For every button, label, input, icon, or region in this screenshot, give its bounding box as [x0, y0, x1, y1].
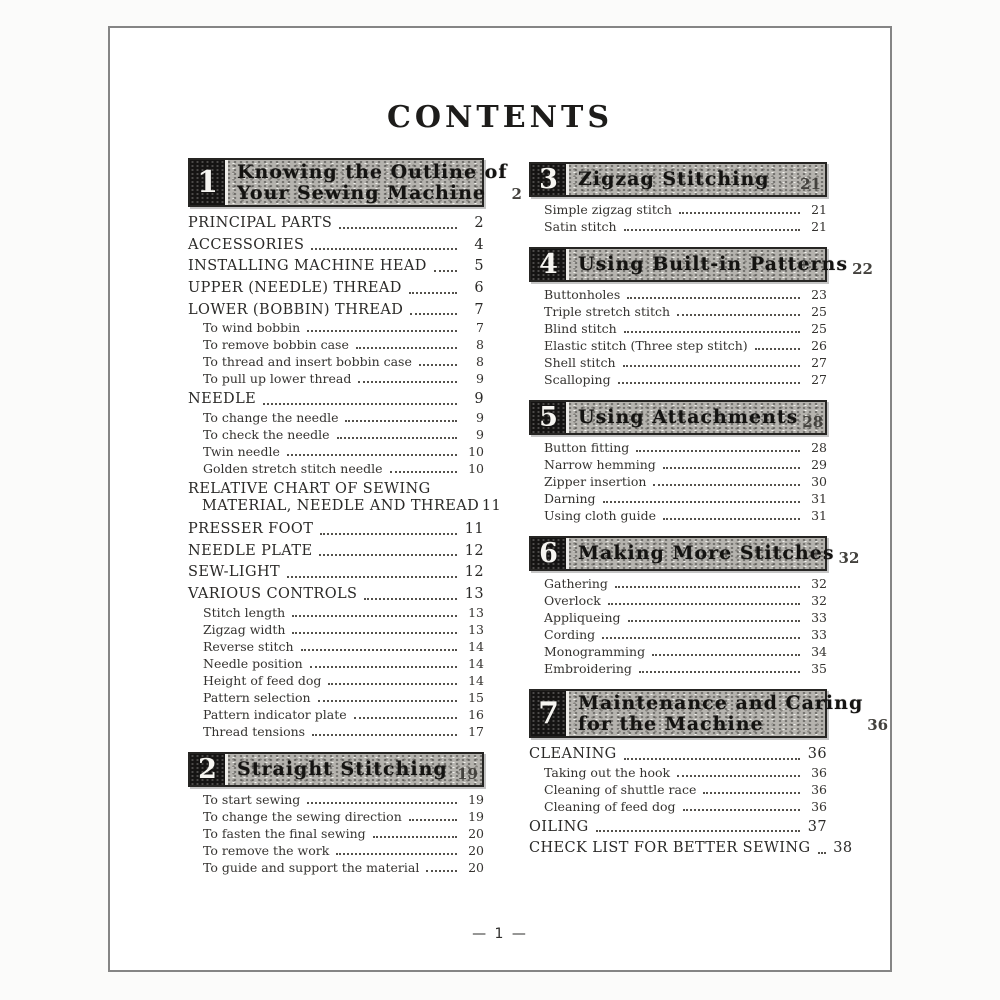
- section-title: [569, 164, 798, 195]
- section-banner: [529, 162, 827, 197]
- entry-page: 8: [476, 337, 484, 353]
- entry-page: 29: [811, 457, 827, 472]
- entry-label: Buttonholes: [544, 287, 621, 302]
- section-title-line: Using Attachments: [578, 406, 799, 429]
- entry-page: 9: [476, 410, 484, 426]
- entry-label: INSTALLING MACHINE HEAD: [188, 258, 427, 275]
- entry-label: SEW-LIGHT: [188, 564, 281, 581]
- toc-entry: [529, 458, 827, 472]
- toc-entry: [188, 338, 484, 352]
- entry-label: Monogramming: [544, 644, 646, 659]
- toc-entry: [188, 321, 484, 335]
- toc-entry: [529, 373, 827, 387]
- dot-leader: [627, 297, 800, 299]
- entry-label: MATERIAL, NEEDLE AND THREAD: [202, 498, 480, 515]
- dot-leader: [602, 637, 800, 639]
- dot-leader: [623, 365, 801, 367]
- entry-page: 4: [474, 236, 484, 253]
- dot-leader: [653, 484, 800, 486]
- entry-label: VARIOUS CONTROLS: [188, 585, 358, 602]
- toc-entry: [529, 628, 827, 642]
- entry-label: Embroidering: [544, 661, 632, 676]
- toc-column-right: [529, 162, 889, 857]
- entry-page: 36: [811, 781, 827, 797]
- section-banner: [188, 752, 484, 787]
- toc-entry: [188, 411, 484, 425]
- dot-leader: [663, 467, 800, 469]
- entry-label: NEEDLE PLATE: [188, 542, 313, 559]
- toc-entry: [188, 844, 484, 858]
- entry-label: NEEDLE: [188, 391, 257, 408]
- dot-leader: [755, 348, 800, 350]
- section-title: [569, 538, 837, 569]
- entry-label: To check the needle: [203, 427, 330, 443]
- entry-label: Golden stretch stitch needle: [203, 461, 383, 477]
- dot-leader: [364, 598, 457, 600]
- toc-entry: [529, 441, 827, 455]
- entry-page: 31: [811, 491, 827, 506]
- entry-page: 36: [811, 798, 827, 814]
- toc-entries: [529, 738, 853, 857]
- entry-label: To remove bobbin case: [203, 337, 349, 353]
- entry-page: 13: [464, 585, 484, 602]
- section-number-box: [531, 538, 569, 569]
- section-banner: [529, 400, 827, 435]
- toc-entry: [188, 372, 484, 386]
- toc-entry: [188, 564, 484, 581]
- toc-entry: [529, 611, 827, 625]
- section-title-line: Knowing the Outline of: [237, 161, 508, 183]
- section-number: 5: [539, 402, 558, 433]
- dot-leader: [336, 853, 457, 855]
- entry-label: To fasten the final sewing: [203, 825, 366, 841]
- entry-page: 34: [811, 644, 827, 659]
- entry-page: 14: [468, 672, 484, 688]
- toc-entry: [188, 215, 484, 232]
- dot-leader: [615, 586, 800, 588]
- section-number-box: [531, 691, 569, 736]
- entry-multiline: [188, 481, 502, 516]
- entry-page: 17: [468, 723, 484, 739]
- entry-page: 25: [811, 304, 827, 319]
- entry-page: 11: [464, 520, 484, 537]
- dot-leader: [703, 792, 800, 794]
- dot-leader: [311, 248, 457, 250]
- dot-leader: [434, 270, 457, 272]
- entry-page: 12: [464, 564, 484, 581]
- section-number-box: [531, 402, 569, 433]
- entry-page: 33: [811, 610, 827, 625]
- toc-entry: [188, 691, 484, 705]
- toc-entries: [529, 435, 827, 523]
- entry-page: 20: [468, 825, 484, 841]
- toc-entry: [188, 258, 484, 275]
- toc-entry: [529, 645, 827, 659]
- entry-label: PRESSER FOOT: [188, 520, 314, 537]
- toc-entry: [188, 280, 484, 297]
- entry-label: LOWER (BOBBIN) THREAD: [188, 301, 404, 318]
- dot-leader: [603, 501, 800, 503]
- dot-leader: [307, 802, 457, 804]
- entry-page: 9: [476, 427, 484, 443]
- entry-label: Blind stitch: [544, 321, 617, 336]
- toc-section-5: [529, 400, 827, 523]
- entry-page: 8: [476, 354, 484, 370]
- dot-leader: [354, 717, 457, 719]
- section-number: 3: [539, 164, 558, 195]
- toc-column-left: [188, 158, 522, 875]
- entry-label: Satin stitch: [544, 219, 617, 234]
- toc-entry: [188, 606, 484, 620]
- toc-entry: [529, 203, 827, 217]
- toc-entry: [529, 840, 853, 857]
- section-banner: [188, 158, 522, 207]
- section-title: [569, 402, 800, 433]
- entry-page: 27: [811, 372, 827, 387]
- entry-label: CLEANING: [529, 746, 617, 763]
- section-number: 2: [198, 753, 217, 785]
- toc-section-6: [529, 536, 860, 676]
- dot-leader: [608, 603, 800, 605]
- dot-leader: [328, 683, 457, 685]
- entry-page: 10: [468, 444, 484, 460]
- entry-label: To change the needle: [203, 410, 339, 426]
- section-number-box: [190, 754, 228, 785]
- entry-page: 11: [481, 498, 502, 515]
- entry-label: Cording: [544, 627, 596, 642]
- entry-label: Gathering: [544, 576, 608, 591]
- dot-leader: [663, 518, 800, 520]
- entry-page: 16: [468, 706, 484, 722]
- toc-entry: [529, 783, 827, 797]
- toc-entry: [529, 594, 827, 608]
- dot-leader: [683, 809, 800, 811]
- page-title: CONTENTS: [386, 100, 614, 136]
- entry-label: Cleaning of shuttle race: [544, 781, 697, 797]
- section-number: 6: [539, 538, 558, 569]
- entry-label: UPPER (NEEDLE) THREAD: [188, 280, 402, 297]
- entry-label: Zipper insertion: [544, 474, 647, 489]
- section-title: [228, 754, 455, 785]
- dot-leader: [373, 836, 457, 838]
- dot-leader: [624, 331, 800, 333]
- entry-second-line: [188, 498, 502, 515]
- toc-entry: [188, 725, 484, 739]
- section-title-line: Maintenance and Caring: [578, 692, 864, 714]
- dot-leader: [624, 229, 800, 231]
- entry-label: Narrow hemming: [544, 457, 656, 472]
- dot-leader: [679, 212, 800, 214]
- section-title-line: Your Sewing Machine: [237, 181, 486, 204]
- toc-section-4: [529, 247, 873, 387]
- dot-leader: [287, 576, 457, 578]
- entry-page: 9: [474, 391, 484, 408]
- entry-page: 33: [811, 627, 827, 642]
- dot-leader: [319, 554, 457, 556]
- entry-page: 14: [468, 655, 484, 671]
- entry-label: Using cloth guide: [544, 508, 656, 523]
- toc-entry: [529, 746, 827, 763]
- entry-page: 13: [468, 604, 484, 620]
- dot-leader: [596, 830, 800, 832]
- section-title-line: for the Machine: [578, 712, 764, 735]
- entry-label: Shell stitch: [544, 355, 616, 370]
- toc-entry: [188, 543, 484, 560]
- section-page-number: 36: [867, 716, 889, 735]
- toc-entry: [529, 220, 827, 234]
- section-title-line: Using Built-in Patterns: [578, 253, 849, 276]
- entry-page: 31: [811, 508, 827, 523]
- entry-label: OILING: [529, 818, 589, 835]
- dot-leader: [409, 292, 457, 294]
- entry-label: Thread tensions: [203, 723, 306, 739]
- toc-section-7: [529, 689, 889, 857]
- entry-label: To start sewing: [203, 791, 301, 807]
- entry-page: 20: [468, 842, 484, 858]
- section-banner: [529, 536, 860, 571]
- toc-entry: [529, 662, 827, 676]
- dot-leader: [628, 620, 800, 622]
- entry-page: 32: [811, 593, 827, 608]
- section-page-number: 22: [852, 260, 873, 278]
- dot-leader: [263, 403, 457, 405]
- section-number: 4: [539, 249, 558, 280]
- toc-entry: [529, 339, 827, 353]
- entry-page: 15: [468, 689, 484, 705]
- entry-label: Triple stretch stitch: [544, 304, 671, 319]
- toc-entry: [188, 674, 484, 688]
- dot-leader: [356, 347, 457, 349]
- toc-entries: [188, 787, 484, 875]
- section-page-number: 32: [838, 549, 860, 567]
- toc-entry: [529, 766, 827, 780]
- dot-leader: [318, 700, 457, 702]
- entry-label: Cleaning of feed dog: [544, 798, 676, 814]
- section-title-line: Zigzag Stitching: [578, 168, 770, 191]
- entry-page: 12: [464, 542, 484, 559]
- toc-entry: [529, 288, 827, 302]
- toc-entry: [529, 322, 827, 336]
- toc-section-2: [188, 752, 484, 875]
- section-title-line: Straight Stitching: [237, 757, 448, 780]
- toc-entry: [188, 623, 484, 637]
- entry-label: To remove the work: [203, 842, 330, 858]
- section-title: [569, 249, 850, 280]
- entry-page: 37: [807, 818, 827, 835]
- entry-page: 6: [474, 280, 484, 297]
- dot-leader: [310, 666, 457, 668]
- entry-label: Darning: [544, 491, 596, 506]
- dot-leader: [618, 382, 800, 384]
- entry-label: PRINCIPAL PARTS: [188, 215, 333, 232]
- toc-entry: [188, 481, 502, 516]
- entry-label: Overlock: [544, 593, 601, 608]
- toc-section-1: [188, 158, 522, 739]
- entry-page: 5: [474, 258, 484, 275]
- section-number: 7: [538, 696, 559, 732]
- toc-entry: [188, 861, 484, 875]
- entry-page: 20: [468, 859, 484, 875]
- dot-leader: [426, 870, 457, 872]
- toc-entry: [188, 428, 484, 442]
- entry-page: 13: [468, 621, 484, 637]
- dot-leader: [320, 533, 457, 535]
- dot-leader: [639, 671, 800, 673]
- entry-label: Height of feed dog: [203, 672, 322, 688]
- toc-entry: [188, 302, 484, 319]
- entry-label: Needle position: [203, 655, 303, 671]
- entry-page: 14: [468, 638, 484, 654]
- entry-label: To wind bobbin: [203, 320, 301, 336]
- entry-label: To change the sewing direction: [203, 808, 402, 824]
- toc-entry: [188, 462, 484, 476]
- dot-leader: [301, 649, 457, 651]
- page-number-footer: — 1 —: [472, 926, 528, 942]
- dot-leader: [410, 313, 457, 315]
- dot-leader: [358, 381, 457, 383]
- toc-entry: [188, 586, 484, 603]
- toc-entries: [188, 207, 502, 739]
- dot-leader: [292, 615, 457, 617]
- toc-entry: [188, 237, 484, 254]
- toc-entry: [529, 577, 827, 591]
- entry-page: 7: [474, 301, 484, 318]
- toc-entry: [188, 521, 484, 538]
- toc-entry: [529, 819, 827, 836]
- dot-leader: [818, 852, 826, 854]
- dot-leader: [636, 450, 800, 452]
- entry-label: Pattern indicator plate: [203, 706, 347, 722]
- entry-label: Reverse stitch: [203, 638, 294, 654]
- toc-entry: [188, 391, 484, 408]
- entry-page: 2: [474, 215, 484, 232]
- toc-entry: [188, 657, 484, 671]
- section-title-line: Making More Stitches: [578, 542, 835, 565]
- toc-entry: [529, 492, 827, 506]
- entry-page: 36: [811, 764, 827, 780]
- toc-entry: [188, 708, 484, 722]
- entry-label: CHECK LIST FOR BETTER SEWING: [529, 840, 811, 857]
- toc-entries: [529, 197, 827, 234]
- entry-page: 38: [833, 840, 853, 857]
- entry-label: ACCESSORIES: [188, 236, 305, 253]
- section-page-number: 2: [511, 185, 522, 204]
- entry-label: Taking out the hook: [544, 764, 671, 780]
- entry-page: 32: [811, 576, 827, 591]
- toc-entry: [529, 509, 827, 523]
- entry-label: Zigzag width: [203, 621, 286, 637]
- entry-page: 25: [811, 321, 827, 336]
- toc-entry: [529, 475, 827, 489]
- entry-page: 9: [476, 371, 484, 387]
- dot-leader: [624, 758, 800, 760]
- section-number: 1: [197, 165, 218, 201]
- section-page-number: 21: [800, 175, 821, 193]
- scanned-page: [108, 26, 892, 972]
- entry-page: 21: [811, 219, 827, 234]
- entry-label: Stitch length: [203, 604, 286, 620]
- toc-entries: [529, 282, 827, 387]
- section-page-number: 28: [802, 413, 824, 431]
- dot-leader: [390, 471, 457, 473]
- entry-label: Twin needle: [203, 444, 280, 460]
- entry-label: To pull up lower thread: [203, 371, 352, 387]
- dot-leader: [419, 364, 457, 366]
- section-number-box: [190, 160, 228, 205]
- entry-page: 35: [811, 661, 827, 676]
- dot-leader: [409, 819, 457, 821]
- dot-leader: [677, 314, 800, 316]
- section-page-number: 19: [457, 764, 478, 783]
- toc-entry: [188, 355, 484, 369]
- entry-label: RELATIVE CHART OF SEWING: [188, 481, 431, 498]
- entry-label: Scalloping: [544, 372, 611, 387]
- entry-page: 23: [811, 287, 827, 302]
- entry-page: 28: [811, 440, 827, 455]
- entry-page: 10: [468, 461, 484, 477]
- entry-label: Button fitting: [544, 440, 630, 455]
- entry-page: 30: [811, 474, 827, 489]
- toc-entry: [529, 305, 827, 319]
- entry-page: 26: [811, 338, 827, 353]
- section-title: [228, 160, 510, 205]
- entry-page: 27: [811, 355, 827, 370]
- toc-entry: [188, 827, 484, 841]
- toc-section-3: [529, 162, 827, 234]
- section-title: [569, 691, 865, 736]
- entry-label: To guide and support the material: [203, 859, 420, 875]
- section-number-box: [531, 249, 569, 280]
- dot-leader: [337, 437, 457, 439]
- dot-leader: [292, 632, 457, 634]
- entry-label: Pattern selection: [203, 689, 311, 705]
- section-banner: [529, 247, 873, 282]
- dot-leader: [345, 420, 457, 422]
- toc-entries: [529, 571, 827, 676]
- section-number-box: [531, 164, 569, 195]
- entry-page: 19: [468, 791, 484, 807]
- entry-page: 21: [811, 202, 827, 217]
- toc-entry: [188, 445, 484, 459]
- entry-label: To thread and insert bobbin case: [203, 354, 412, 370]
- dot-leader: [339, 227, 457, 229]
- toc-entry: [188, 810, 484, 824]
- dot-leader: [677, 775, 800, 777]
- entry-label: Elastic stitch (Three step stitch): [544, 338, 748, 353]
- dot-leader: [312, 734, 457, 736]
- dot-leader: [287, 454, 457, 456]
- toc-entry: [529, 356, 827, 370]
- dot-leader: [652, 654, 800, 656]
- toc-entry: [188, 793, 484, 807]
- section-banner: [529, 689, 889, 738]
- toc-entry: [188, 640, 484, 654]
- entry-label: Simple zigzag stitch: [544, 202, 672, 217]
- toc-entry: [529, 800, 827, 814]
- entry-label: Appliqueing: [544, 610, 621, 625]
- entry-page: 36: [807, 746, 827, 763]
- entry-page: 19: [468, 808, 484, 824]
- entry-page: 7: [476, 320, 484, 336]
- dot-leader: [307, 330, 457, 332]
